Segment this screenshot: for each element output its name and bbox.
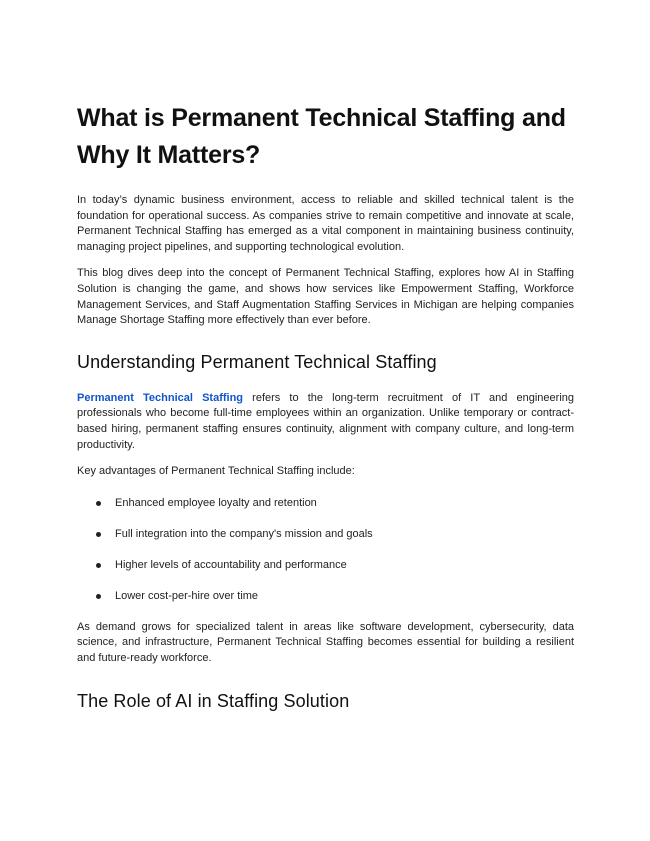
bullet-icon (96, 594, 101, 599)
permanent-technical-staffing-link[interactable]: Permanent Technical Staffing (77, 391, 244, 404)
list-item-text: Enhanced employee loyalty and retention (115, 496, 317, 509)
list-item-text: Lower cost-per-hire over time (115, 589, 259, 602)
bullet-icon (96, 532, 101, 537)
article-body (77, 100, 574, 713)
article-title: What is Permanent Technical Staffing and Why It Matters? (77, 104, 566, 169)
bullet-icon (96, 501, 101, 506)
definition-text: refers to the long-term recruitment of IT and engineering professionals who become full-time employees within an organization. Unlike temporary or contract-based hiring, permanent staffing ensures continuity, alignment with company culture, and long-term productivity. (77, 391, 574, 451)
list-item-text: Higher levels of accountability and performance (115, 558, 347, 571)
bullet-icon (96, 563, 101, 568)
list-item-text: Full integration into the company's mission and goals (115, 527, 373, 540)
list-item (77, 589, 574, 604)
definition-paragraph (77, 391, 574, 453)
section-heading-understanding: Understanding Permanent Technical Staffing (77, 351, 437, 372)
advantages-intro: Key advantages of Permanent Technical Staffing include: (77, 465, 355, 478)
list-item (77, 558, 574, 573)
demand-paragraph: As demand grows for specialized talent in areas like software development, cybersecurity, data science, and infrastructure, Permanent Technical Staffing becomes essential for building a resilient and future-ready workforce. (77, 620, 574, 664)
list-item (77, 527, 574, 542)
intro-paragraph-2: This blog dives deep into the concept of Permanent Technical Staffing, explores how AI in Staffing Solution is changing the game, and shows how services like Empowerment Staffing, Workforce Management Services, and Staff Augmentation Staffing Services in Michigan are helping companies Manage Shortage Staffing more effectively than ever before. (77, 267, 574, 327)
intro-paragraph-1: In today’s dynamic business environment, access to reliable and skilled technical talent is the foundation for operational success. As companies strive to remain competitive and innovate at scale, Permanent Technical Staffing has emerged as a vital component in maintaining business continuity, managing project pipelines, and supporting technological evolution. (77, 194, 574, 253)
advantages-list (77, 496, 574, 604)
list-item (77, 496, 574, 511)
section-heading-ai: The Role of AI in Staffing Solution (77, 690, 350, 711)
